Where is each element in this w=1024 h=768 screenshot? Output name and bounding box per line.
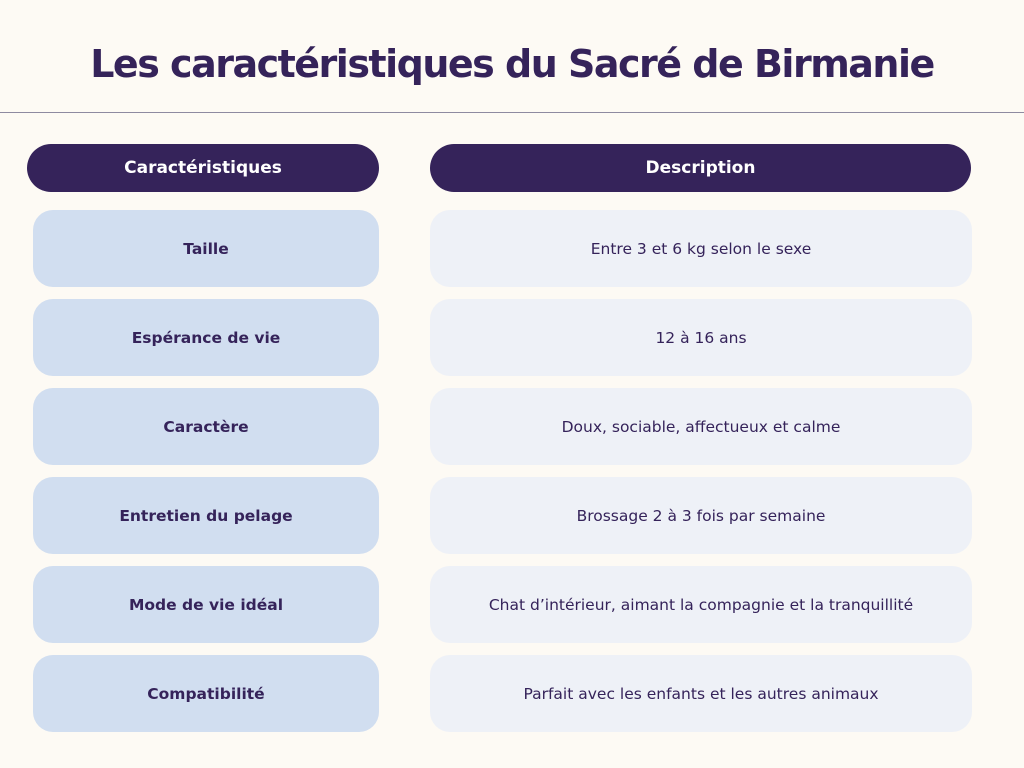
- row-label-entretien-du-pelage: Entretien du pelage: [33, 477, 379, 554]
- row-label-mode-de-vie: Mode de vie idéal: [33, 566, 379, 643]
- header-description: Description: [430, 144, 971, 192]
- row-label-caractere: Caractère: [33, 388, 379, 465]
- header-characteristics: Caractéristiques: [27, 144, 379, 192]
- row-description-entretien-du-pelage: Brossage 2 à 3 fois par semaine: [430, 477, 972, 554]
- row-description-esperance-de-vie: 12 à 16 ans: [430, 299, 972, 376]
- row-description-compatibilite: Parfait avec les enfants et les autres animaux: [430, 655, 972, 732]
- row-description-caractere: Doux, sociable, affectueux et calme: [430, 388, 972, 465]
- row-label-taille: Taille: [33, 210, 379, 287]
- row-description-mode-de-vie: Chat d’intérieur, aimant la compagnie et la tranquillité: [430, 566, 972, 643]
- row-description-taille: Entre 3 et 6 kg selon le sexe: [430, 210, 972, 287]
- page-title: Les caractéristiques du Sacré de Birmanie: [90, 42, 934, 86]
- row-label-compatibilite: Compatibilité: [33, 655, 379, 732]
- row-label-esperance-de-vie: Espérance de vie: [33, 299, 379, 376]
- title-divider: [0, 112, 1024, 113]
